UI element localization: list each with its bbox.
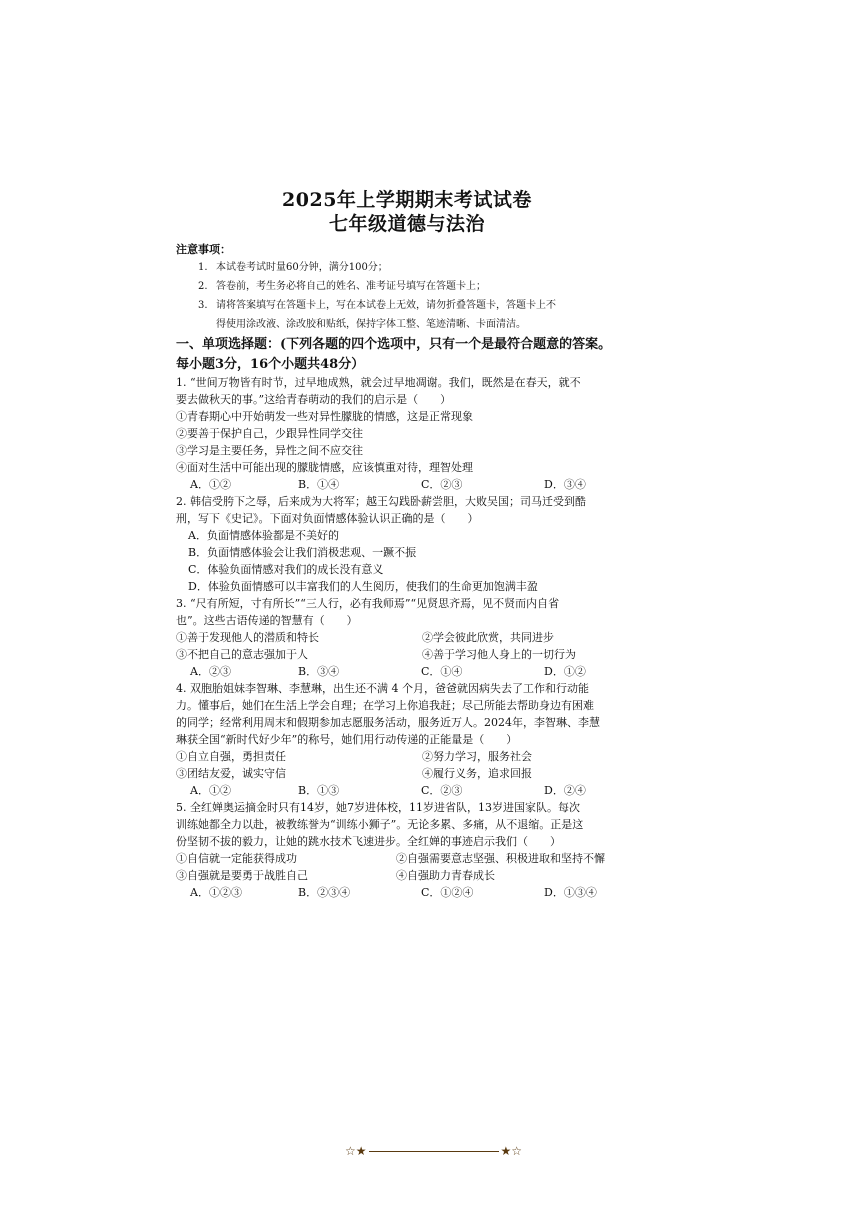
option-c: C．②③ — [421, 784, 463, 797]
question-stem: 1. “世间万物皆有时节，过早地成熟，就会过早地凋谢。我们，既然是在春天，就不 — [176, 376, 581, 389]
notice-heading: 注意事项： — [176, 243, 231, 256]
option-a: A．①② — [190, 784, 231, 797]
option-c: C．体验负面情感对我们的成长没有意义 — [188, 563, 384, 576]
option-b: B．③④ — [298, 665, 340, 678]
exam-page — [176, 188, 638, 901]
option-d: D．①② — [544, 665, 586, 678]
option-b: B．②③④ — [298, 886, 351, 899]
notice-item-3-cont: 得使用涂改液、涂改胶和贴纸，保持字体工整、笔迹清晰、卡面清洁。 — [216, 319, 526, 330]
statement: ②自强需要意志坚强、积极进取和坚持不懈 — [396, 852, 605, 865]
question-stem: 琳获全国“新时代好少年”的称号，她们用行动传递的正能量是（ ） — [176, 733, 518, 746]
question-stem: 5. 全红婵奥运摘金时只有14岁，她7岁进体校，11岁进省队，13岁进国家队。每次 — [176, 801, 580, 814]
options-row — [176, 884, 638, 901]
statement-grid — [176, 629, 638, 663]
statement: ①善于发现他人的潜质和特长 — [176, 631, 319, 644]
option-c: C．②③ — [421, 478, 463, 491]
question-stem: 的同学；经常利用周末和假期参加志愿服务活动，服务近万人。2024年，李智琳、李慧 — [176, 716, 600, 729]
option-a: A．①②③ — [190, 886, 242, 899]
option-d: D．③④ — [544, 478, 586, 491]
statement: ④面对生活中可能出现的朦胧情感，应该慎重对待，理智处理 — [176, 461, 473, 474]
question-stem: 4. 双胞胎姐妹李智琳、李慧琳，出生还不满 4 个月，爸爸就因病失去了工作和行动能 — [176, 682, 589, 695]
question-stem: 3. “尺有所短，寸有所长”“三人行，必有我师焉”“见贤思齐焉，见不贤而内自省 — [176, 597, 560, 610]
option-c: C．①④ — [421, 665, 463, 678]
notice-item-3: 3. 请将答案填写在答题卡上，写在本试卷上无效，请勿折叠答题卡，答题卡上不 — [198, 300, 556, 311]
statement: ③自强就是要勇于战胜自己 — [176, 869, 308, 882]
statement: ①自信就一定能获得成功 — [176, 852, 297, 865]
question-2 — [176, 493, 638, 595]
option-a: A．②③ — [190, 665, 231, 678]
question-stem: 训练她都全力以赴，被教练誉为“训练小狮子”。无论多累、多痛，从不退缩。正是这 — [176, 818, 584, 831]
option-b: B．①④ — [298, 478, 340, 491]
option-d: D．体验负面情感可以丰富我们的人生阅历，使我们的生命更加饱满丰盈 — [188, 580, 538, 593]
question-stem: 2. 韩信受胯下之辱，后来成为大将军；越王勾践卧薪尝胆，大败吴国；司马迁受到酷 — [176, 495, 586, 508]
section-heading-line1: 一、单项选择题：(下列各题的四个选项中，只有一个是最符合题意的答案。 — [176, 337, 612, 352]
statement: ③不把自己的意志强加于人 — [176, 648, 308, 661]
option-b: B．①③ — [298, 784, 340, 797]
option-c: C．①②④ — [421, 886, 474, 899]
option-d: D．①③④ — [544, 886, 597, 899]
statement-grid — [176, 850, 638, 884]
page-footer-ornament — [0, 1144, 867, 1158]
exam-title-line2: 七年级道德与法治 — [328, 213, 485, 235]
statement: ①自立自强，勇担责任 — [176, 750, 286, 763]
statement: ②努力学习，服务社会 — [422, 750, 532, 763]
question-1 — [176, 374, 638, 493]
statement: ②学会彼此欣赏，共同进步 — [422, 631, 554, 644]
options-row — [176, 476, 638, 493]
notice-item-2: 2. 答卷前，考生务必将自己的姓名、准考证号填写在答题卡上； — [198, 281, 486, 292]
notice-section — [176, 242, 638, 334]
question-4 — [176, 680, 638, 799]
statement: ①青春期心中开始萌发一些对异性朦胧的情感，这是正常现象 — [176, 410, 473, 423]
exam-title-line1: 2025年上学期期末考试试卷 — [282, 189, 532, 211]
notice-item-1: 1. 本试卷考试时量60分钟，满分100分； — [198, 262, 388, 273]
statement-grid — [176, 748, 638, 782]
question-5 — [176, 799, 638, 901]
star-icon: ☆★ — [344, 1144, 367, 1158]
question-stem: 刑，写下《史记》。下面对负面情感体验认识正确的是（ ） — [176, 512, 479, 525]
question-stem: 要去做秋天的事。”这给青春萌动的我们的启示是（ ） — [176, 393, 452, 406]
statement: ③学习是主要任务，异性之间不应交往 — [176, 444, 363, 457]
divider — [369, 1151, 499, 1152]
option-a: A．负面情感体验都是不美好的 — [188, 529, 339, 542]
statement: ③团结友爱，诚实守信 — [176, 767, 286, 780]
options-row — [176, 663, 638, 680]
option-a: A．①② — [190, 478, 231, 491]
question-stem: 也”。这些古语传递的智慧有（ ） — [176, 614, 358, 627]
options-row — [176, 782, 638, 799]
statement: ②要善于保护自己，少跟异性同学交往 — [176, 427, 363, 440]
option-d: D．②④ — [544, 784, 586, 797]
statement: ④自强助力青春成长 — [396, 869, 495, 882]
statement: ④履行义务，追求回报 — [422, 767, 532, 780]
question-3 — [176, 595, 638, 680]
question-stem: 力。懂事后，她们在生活上学会自理；在学习上你追我赶；尽己所能去帮助身边有困难 — [176, 699, 594, 712]
section-heading-line2: 每小题3分，16个小题共48分） — [176, 357, 365, 372]
statement: ④善于学习他人身上的一切行为 — [422, 648, 576, 661]
star-icon: ★☆ — [500, 1144, 523, 1158]
option-b: B．负面情感体验会让我们消极悲观、一蹶不振 — [188, 546, 417, 559]
question-stem: 份坚韧不拔的毅力，让她的跳水技术飞速进步。全红婵的事迹启示我们（ ） — [176, 835, 561, 848]
